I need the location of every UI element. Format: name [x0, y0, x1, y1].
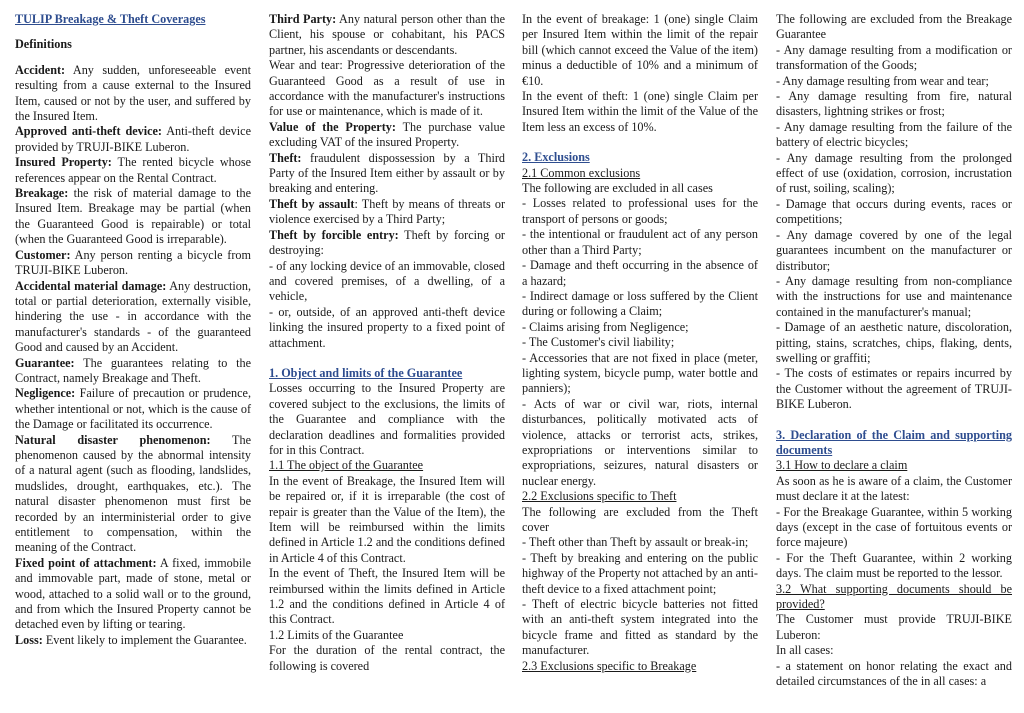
definition-term: Negligence: — [15, 386, 76, 401]
definition-item — [269, 197, 505, 228]
definition-text: The rented bicycle whose references appear on the Rental Contract. — [15, 155, 251, 185]
list-item: - Any damage resulting from non-compliance with the instructions for use and maintenance contained in the manufacturer's manual; — [776, 273, 1012, 319]
definition-item — [15, 155, 251, 186]
definition-term: Theft by forcible entry: — [269, 227, 399, 242]
definition-term: Accidental material damage: — [15, 278, 167, 293]
subsection-1-1-title: 1.1 The object of the Guarantee — [269, 458, 424, 473]
list-item: - Any damage resulting from the failure of the battery of electric bicycles; — [776, 119, 1012, 150]
subsection-2-2-title: 2.2 Exclusions specific to Theft — [522, 489, 677, 504]
definition-term: Natural disaster phenomenon: — [15, 432, 211, 447]
definitions-list-continued — [269, 12, 505, 259]
definition-item — [15, 433, 251, 556]
document-title: TULIP Breakage & Theft Coverages — [15, 12, 206, 26]
subsection-1-2-title: 1.2 Limits of the Guarantee — [269, 627, 404, 642]
definition-text: Anti-theft device provided by TRUJI-BIKE Luberon. — [15, 124, 251, 154]
definition-text: Theft by forcing or destroying: — [269, 227, 505, 258]
list-item: - Damage of an aesthetic nature, discoloration, pitting, stains, scratches, chips, flaking, dents, swelling or graffiti; — [776, 320, 1012, 365]
list-item: - Any damage resulting from the prolonged effect of use (oxidation, corrosion, incrustation of rust, soiling, scaling); — [776, 150, 1012, 196]
declaration-deadlines-list — [776, 505, 1012, 582]
forcible-entry-item: - or, outside, of an approved anti-theft device linking the insured property to a fixed point of attachment. — [269, 304, 505, 350]
definition-item — [269, 151, 505, 197]
theft-exclusions-list — [522, 535, 758, 658]
definition-term: Theft: — [269, 150, 302, 165]
definition-item — [15, 248, 251, 279]
section-3-heading: 3. Declaration of the Claim and supporting documents — [776, 427, 1012, 457]
paragraph: In the event of breakage: 1 (one) single Claim per Insured Item within the limit of the repair bill (which cannot exceed the Value of the item) minus a deductible of 10% and a minimum of €10. — [522, 12, 758, 88]
paragraph: - a statement on honor relating the exact and detailed circumstances of the in all cases: a — [776, 658, 1012, 689]
definitions-heading: Definitions — [15, 37, 72, 52]
definition-text: Event likely to implement the Guarantee. — [42, 632, 247, 647]
definition-text: A fixed, immobile and immovable part, made of stone, metal or wood, attached to a solid wall or to the ground, and from which the Insured Property cannot be detached even by lifting or tearing. — [15, 555, 252, 632]
definition-term: Fixed point of attachment: — [15, 555, 157, 570]
definition-term: Accident: — [15, 62, 66, 77]
definition-term: Theft by assault — [269, 196, 355, 211]
definition-item — [269, 228, 505, 259]
definition-text: Wear and tear: Progressive deterioration of the Guaranteed Good as a result of use in accordance with the manufacturer's instructions for use or maintenance, which is made of it. — [269, 58, 505, 119]
list-item: - the intentional or fraudulent act of any person other than a Third Party; — [522, 227, 758, 257]
definition-term: Guarantee: — [15, 355, 75, 370]
list-item: - Any damage resulting from a modification or transformation of the Goods; — [776, 42, 1012, 73]
list-item: - Accessories that are not fixed in place (meter, lighting system, bicycle pump, water bottle and panniers); — [522, 350, 758, 396]
subsection-3-1-title: 3.1 How to declare a claim — [776, 458, 908, 473]
list-item: - Claims arising from Negligence; — [522, 319, 689, 334]
definition-term: Loss: — [15, 632, 43, 647]
list-item: - Theft of electric bicycle batteries not fitted with an anti-theft system integrated into the bicycle frame and fitted as standard by the manufacturer. — [522, 597, 758, 658]
paragraph: In the event of theft: 1 (one) single Claim per Insured Item within the limit of the Value of the Item less an excess of 10%. — [522, 89, 758, 134]
paragraph: For the duration of the rental contract, the following is covered — [269, 643, 505, 673]
list-item: - For the Breakage Guarantee, within 5 working days (except in the case of fortuitous events or force majeure) — [776, 504, 1012, 550]
list-item: - Acts of war or civil war, riots, internal disturbances, politically motivated acts of violence, attacks or terrorist acts, strikes, expropriations or interventions similar to expropriations, seizures, natural disasters or nuclear energy. — [522, 396, 758, 488]
definition-text: Any natural person other than the Client, his spouse or cohabitant, his PACS partner, his ascendants or descendants. — [269, 12, 506, 57]
list-item: - Damage and theft occurring in the absence of a hazard; — [522, 258, 758, 288]
definition-item — [15, 63, 251, 125]
column-3 — [522, 12, 758, 674]
definition-item — [15, 633, 251, 648]
list-item: - Losses related to professional uses for the transport of persons or goods; — [522, 196, 758, 226]
definition-text: fraudulent dispossession by a Third Party of the Insured Item either by assault or by breaking and entering. — [269, 150, 505, 196]
subsection-2-3-title: 2.3 Exclusions specific to Breakage — [522, 658, 697, 673]
list-item: - Any damage resulting from wear and tear; — [776, 73, 989, 88]
breakage-exclusions-list — [776, 43, 1012, 413]
subsection-3-2-title: 3.2 What supporting documents should be provided? — [776, 581, 1012, 612]
definition-text: Failure of precaution or prudence, whether intentional or not, which is the cause of the Damage or facilitated its occurrence. — [15, 386, 251, 432]
paragraph: In the event of Theft, the Insured Item will be reimbursed within the limits defined in Article 1.2 and the conditions defined in Article 4 of this Contract. — [269, 566, 505, 627]
definition-term: Customer: — [15, 247, 71, 262]
definition-item — [15, 356, 251, 387]
subsection-intro: The following are excluded in all cases — [522, 181, 713, 196]
list-item: - Theft by breaking and entering on the public highway of the Property not attached by an anti-theft device to a fixed attachment point; — [522, 550, 758, 596]
list-item: - Theft other than Theft by assault or break-in; — [522, 535, 749, 550]
section-1-intro: Losses occurring to the Insured Property are covered subject to the exclusions, the limits of the Guarantee and compliance with the declaration deadlines and formalities provided for in this Contract. — [269, 381, 505, 457]
subsection-2-1-title: 2.1 Common exclusions — [522, 165, 641, 180]
subsection-intro: The following are excluded from the Breakage Guarantee — [776, 12, 1012, 42]
definition-text: The phenomenon caused by the abnormal intensity of a natural agent (such as flooding, landslides, mudslides, drought, earthquakes, etc.). The natural disaster phenomenon must first be recorded by an interministerial order to give entitlement to compensation, within the meaning of the Contract. — [15, 432, 251, 555]
definition-text: Any destruction, total or partial deterioration, externally visible, hindering the use - in accordance with the manufacturer's standards - of the guaranteed Good and caused by an Accident. — [15, 278, 251, 355]
definition-item — [15, 386, 251, 432]
definition-term: Value of the Property: — [269, 119, 396, 134]
definition-text: the risk of material damage to the Insured Item. Breakage may be partial (when the Guaranteed Good is repairable) or total (when the Guaranteed Good is irreparable). — [15, 186, 251, 247]
definition-text: The guarantees relating to the Contract, namely Breakage and Theft. — [15, 355, 251, 385]
column-2 — [269, 12, 505, 674]
definition-item — [15, 556, 251, 633]
forcible-entry-item: - of any locking device of an immovable, closed and covered premises, of a dwelling, of a vehicle, — [269, 258, 505, 304]
definition-term: Breakage: — [15, 186, 69, 201]
subsection-intro: The following are excluded from the Theft cover — [522, 504, 758, 534]
list-item: - The costs of estimates or repairs incurred by the Customer without the agreement of TRUJI-BIKE Luberon. — [776, 366, 1012, 412]
common-exclusions-list — [522, 196, 758, 489]
paragraph: In all cases: — [776, 643, 834, 658]
definition-term: Insured Property: — [15, 155, 112, 170]
section-2-heading: 2. Exclusions — [522, 150, 590, 165]
list-item: - For the Theft Guarantee, within 2 working days. The claim must be reported to the lessor. — [776, 550, 1012, 581]
list-item: - Indirect damage or loss suffered by the Client during or following a Claim; — [522, 288, 758, 319]
definition-term: Third Party: — [269, 12, 337, 26]
column-4 — [776, 12, 1012, 689]
definition-item — [15, 186, 251, 248]
definition-item — [269, 58, 505, 120]
definition-item — [15, 279, 251, 356]
definition-item — [15, 124, 251, 155]
definitions-list — [15, 63, 251, 648]
definition-text: Any sudden, unforeseeable event resulting from a cause external to the Insured Item, caused or not by the user, and suffered by the Insured Item. — [15, 62, 251, 124]
definition-text: The purchase value excluding VAT of the insured Property. — [269, 119, 505, 150]
definition-term: Approved anti-theft device: — [15, 124, 162, 139]
paragraph: In the event of Breakage, the Insured Item will be repaired or, if it is irreparable (the cost of repair is greater than the Value of the Item), the Item will be reimbursed within the limits defined in Article 1.2 and the conditions defined in Article 4 of this Contract. — [269, 473, 505, 565]
list-item: - The Customer's civil liability; — [522, 335, 675, 350]
section-1-heading: 1. Object and limits of the Guarantee — [269, 365, 463, 380]
definition-item — [269, 12, 505, 58]
definition-text: : Theft by means of threats or violence exercised by a Third Party; — [269, 196, 505, 227]
list-item: - Any damage resulting from fire, natural disasters, lightning strikes or frost; — [776, 89, 1012, 119]
list-item: - Any damage covered by one of the legal guarantees incumbent on the manufacturer or distributor; — [776, 227, 1012, 273]
definition-item — [269, 120, 505, 151]
subsection-intro: As soon as he is aware of a claim, the Customer must declare it at the latest: — [776, 473, 1012, 504]
definition-text: Any person renting a bicycle from TRUJI-BIKE Luberon. — [15, 247, 251, 278]
list-item: - Damage that occurs during events, races or competitions; — [776, 196, 1012, 227]
paragraph: The Customer must provide TRUJI-BIKE Luberon: — [776, 612, 1012, 642]
column-1 — [15, 12, 251, 648]
